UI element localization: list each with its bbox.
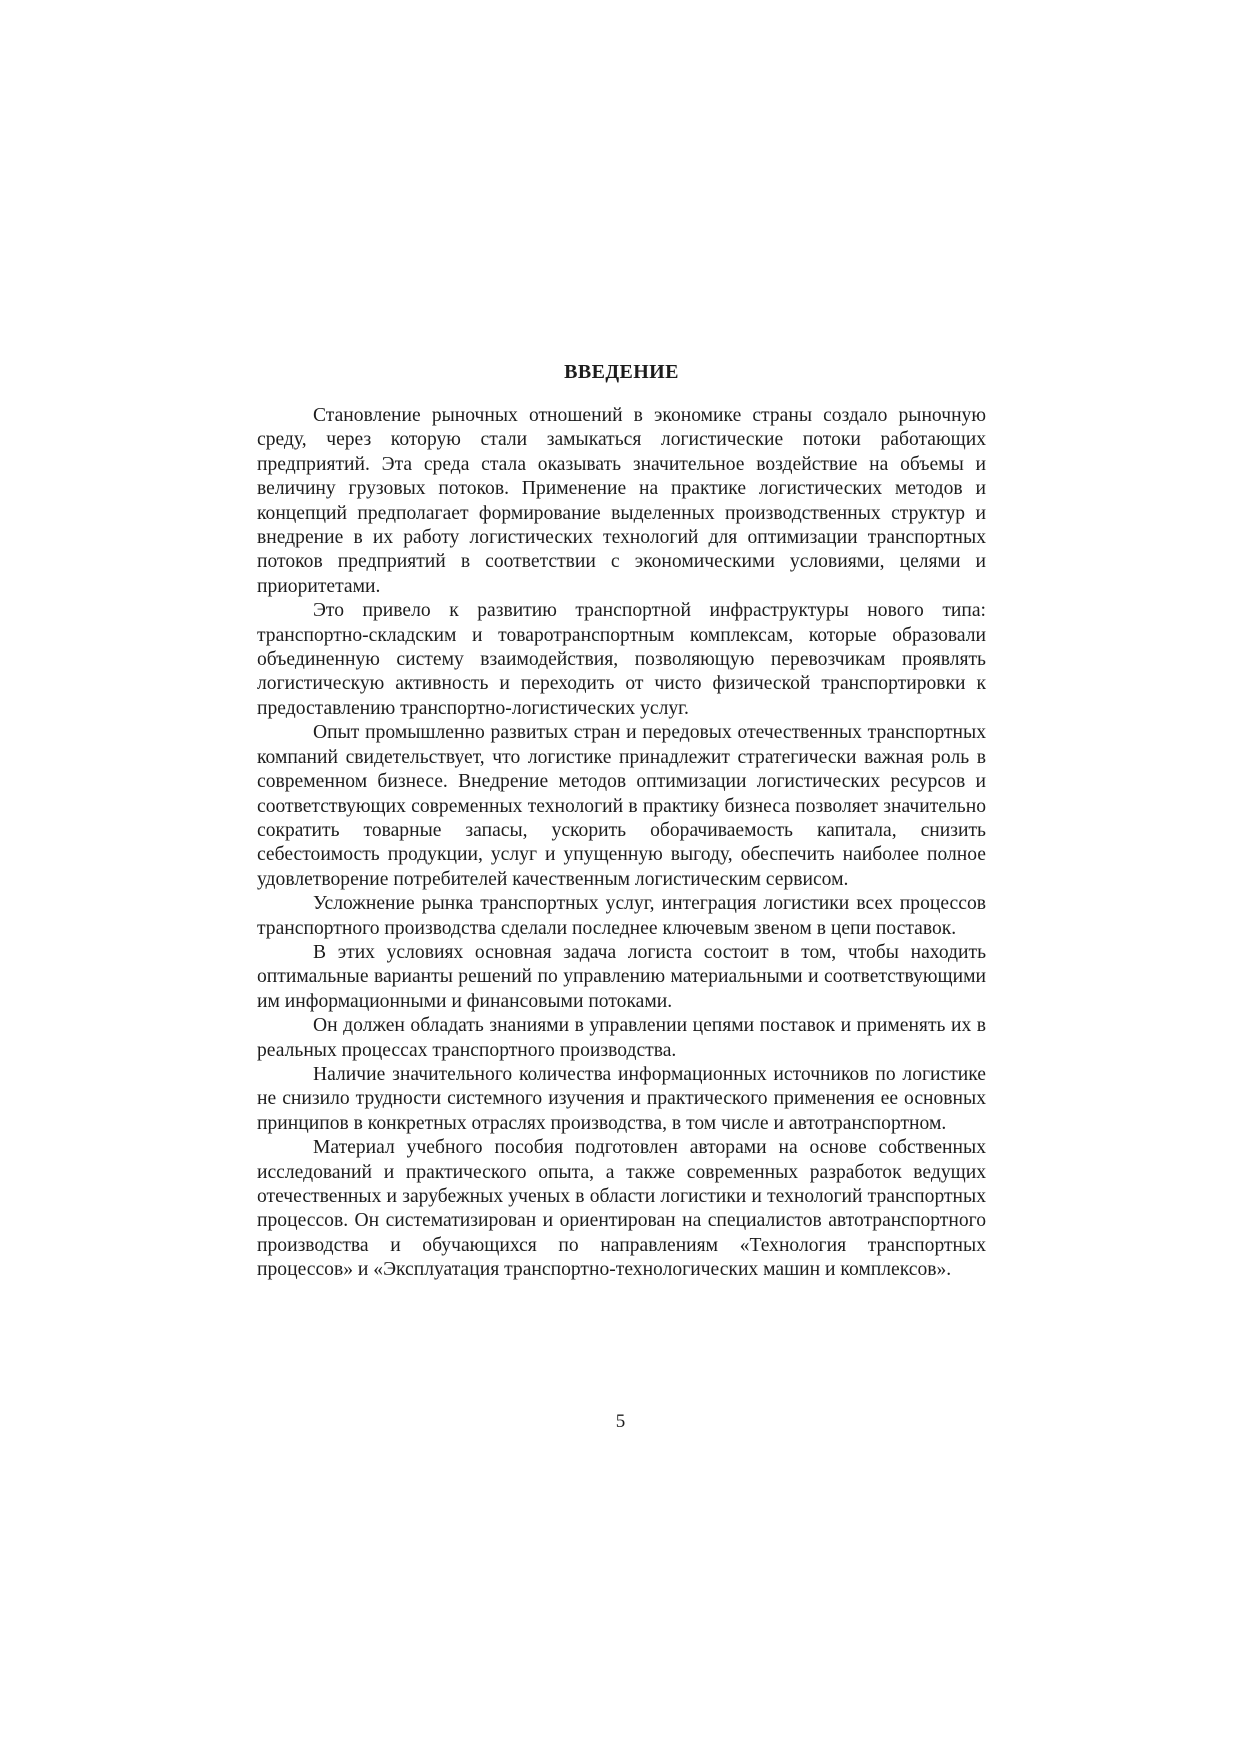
paragraph: Это привело к развитию транспортной инфраструктуры нового типа: транспортно-складским и товаротранспортным комплексам, которые образовали объединенную систему взаимодействия, позволяющую перевозчикам проявлять логистическую активность и переходить от чисто физической транспортировки к предоставлению транспортно-логистических услуг.: [257, 600, 986, 719]
paragraph: Наличие значительного количества информационных источников по логистике не снизило трудности системного изучения и практического применения ее основных принципов в конкретных отраслях производства, в том числе и автотранспортном.: [257, 1063, 986, 1134]
paragraph: В этих условиях основная задача логиста состоит в том, чтобы находить оптимальные варианты решений по управлению материальными и соответствующими им информационными и финансовыми потоками.: [257, 941, 986, 1012]
paragraph: Он должен обладать знаниями в управлении цепями поставок и применять их в реальных процессах транспортного производства.: [257, 1015, 986, 1061]
page-content: [257, 358, 986, 1283]
paragraph: Материал учебного пособия подготовлен авторами на основе собственных исследований и практического опыта, а также современных разработок ведущих отечественных и зарубежных ученых в области логистики и технологий транспортных процессов. Он систематизирован и ориентирован на специалистов автотранспортного производства и обучающихся по направлениям «Технология транспортных процессов» и «Эксплуатация транспортно-технологических машин и комплексов».: [257, 1137, 986, 1281]
paragraph: Опыт промышленно развитых стран и передовых отечественных транспортных компаний свидетельствует, что логистике принадлежит стратегически важная роль в современном бизнесе. Внедрение методов оптимизации логистических ресурсов и соответствующих современных технологий в практику бизнеса позволяет значительно сократить товарные запасы, ускорить оборачиваемость капитала, снизить себестоимость продукции, услуг и упущенную выгоду, обеспечить наиболее полное удовлетворение потребителей качественным логистическим сервисом.: [257, 722, 986, 890]
paragraph: Становление рыночных отношений в экономике страны создало рыночную среду, через которую стали замыкаться логистические потоки работающих предприятий. Эта среда стала оказывать значительное воздействие на объемы и величину грузовых потоков. Применение на практике логистических методов и концепций предполагает формирование выделенных производственных структур и внедрение в их работу логистических технологий для оптимизации транспортных потоков предприятий в соответствии с экономическими условиями, целями и приоритетами.: [257, 405, 986, 597]
page-number: 5: [615, 1411, 626, 1432]
section-title: ВВЕДЕНИЕ: [564, 361, 679, 383]
paragraph: Усложнение рынка транспортных услуг, интеграция логистики всех процессов транспортного производства сделали последнее ключевым звеном в цепи поставок.: [257, 893, 986, 939]
